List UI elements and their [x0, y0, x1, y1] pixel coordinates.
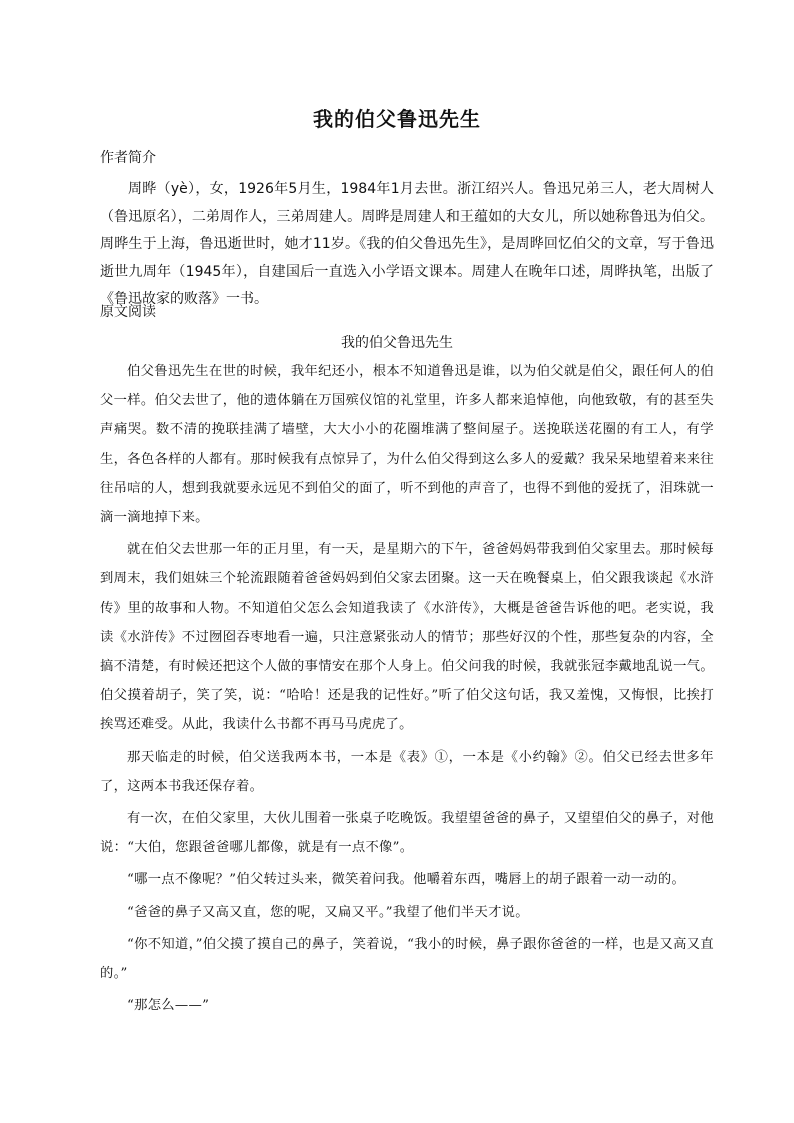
- article-paragraph: “你不知道，”伯父摸了摸自己的鼻子，笑着说，“我小的时候，鼻子跟你爸爸的一样，也是又高又直的。”: [100, 936, 714, 982]
- text-title: 我的伯父鲁迅先生: [341, 335, 453, 351]
- article-paragraph: 有一次，在伯父家里，大伙儿围着一张桌子吃晚饭。我望望爸爸的鼻子，又望望伯父的鼻子，对他说：“大伯，您跟爸爸哪儿都像，就是有一点不像”。: [100, 811, 714, 856]
- author-intro-heading: 作者简介: [100, 150, 156, 166]
- article-paragraph: “哪一点不像呢？”伯父转过头来，微笑着问我。他嚼着东西，嘴唇上的胡子跟着一动一动的。: [127, 872, 686, 888]
- article-body: [100, 357, 714, 1023]
- author-intro-paragraph: 周晔（yè），女，1926年5月生，1984年1月去世。浙江绍兴人。鲁迅兄弟三人，老大周树人（鲁迅原名），二弟周作人，三弟周建人。周晔是周建人和王蕴如的大女儿，所以她称鲁迅为伯父。周晔生于上海，鲁迅逝世时，她才11岁。《我的伯父鲁迅先生》，是周晔回忆伯父的文章，写于鲁迅逝世九周年（1945年），自建国后一直选入小学语文课本。周建人在晚年口述，周晔执笔，出版了《鲁迅故家的败落》一书。: [100, 181, 714, 307]
- author-intro: [100, 176, 714, 314]
- article-paragraph: 伯父鲁迅先生在世的时候，我年纪还小，根本不知道鲁迅是谁，以为伯父就是伯父，跟任何人的伯父一样。伯父去世了，他的遗体躺在万国殡仪馆的礼堂里，许多人都来追悼他，向他致敬，有的甚至失声痛哭。数不清的挽联挂满了墙壁，大大小小的花圈堆满了整间屋子。送挽联送花圈的有工人，有学生，各色各样的人都有。那时候我有点惊异了，为什么伯父得到这么多人的爱戴？我呆呆地望着来来往往吊唁的人，想到我就要永远见不到伯父的面了，听不到他的声音了，也得不到他的爱抚了，泪珠就一滴一滴地掉下来。: [100, 364, 714, 526]
- reading-heading: 原文阅读: [100, 304, 156, 320]
- article-paragraph: “爸爸的鼻子又高又直，您的呢，又扁又平。”我望了他们半天才说。: [127, 904, 529, 920]
- article-paragraph: “那怎么——”: [127, 998, 210, 1014]
- article-paragraph: 那天临走的时候，伯父送我两本书，一本是《表》①，一本是《小约翰》②。伯父已经去世多年了，这两本书我还保存着。: [100, 749, 714, 794]
- page-title: 我的伯父鲁迅先生: [313, 107, 481, 131]
- article-paragraph: 就在伯父去世那一年的正月里，有一天，是星期六的下午，爸爸妈妈带我到伯父家里去。那时候每到周末，我们姐妹三个轮流跟随着爸爸妈妈到伯父家去团聚。这一天在晚餐桌上，伯父跟我谈起《水浒传》里的故事和人物。不知道伯父怎么会知道我读了《水浒传》，大概是爸爸告诉他的吧。老实说，我读《水浒传》不过囫囵吞枣地看一遍，只注意紧张动人的情节；那些好汉的个性，那些复杂的内容，全搞不清楚，有时候还把这个人做的事情安在那个人身上。伯父问我的时候，我就张冠李戴地乱说一气。伯父摸着胡子，笑了笑，说：“哈哈！还是我的记性好。”听了伯父这句话，我又羞愧，又悔恨，比挨打挨骂还难受。从此，我读什么书都不再马马虎虎了。: [100, 542, 714, 733]
